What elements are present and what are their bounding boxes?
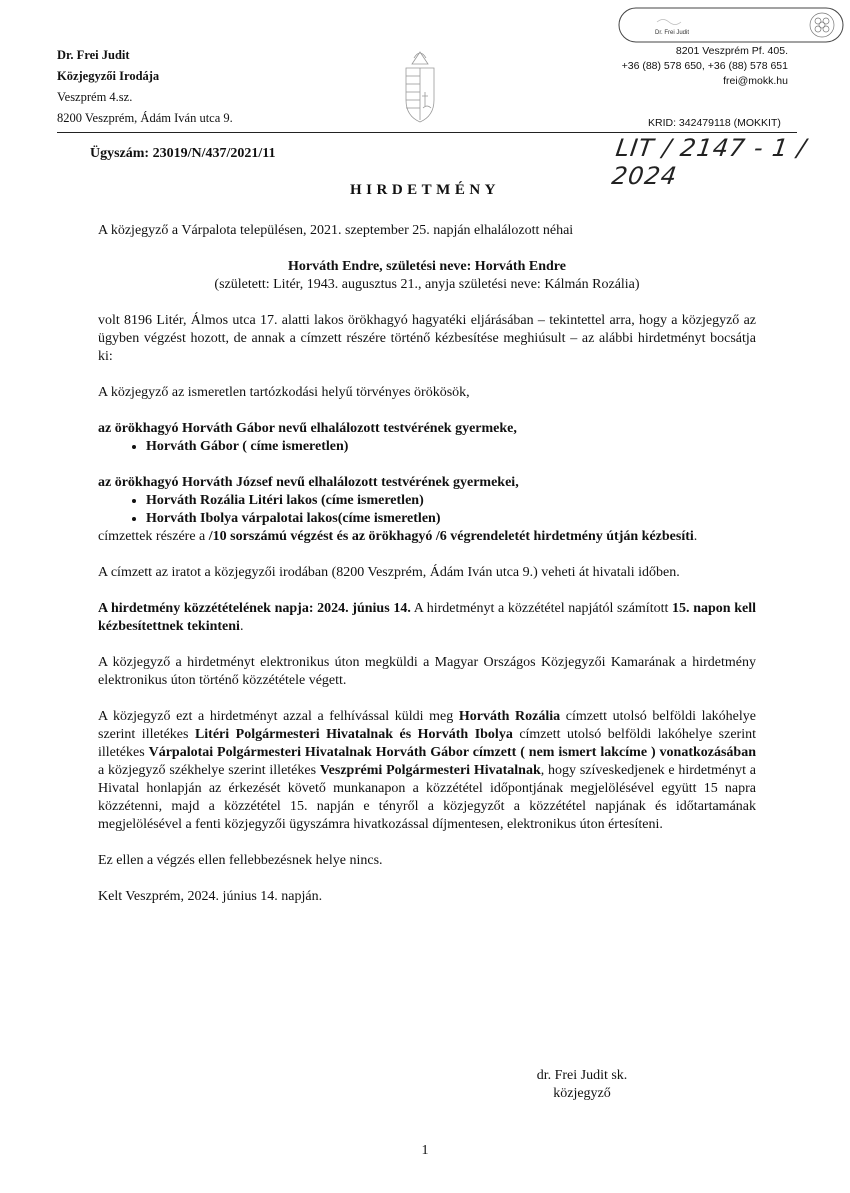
office-header — [57, 45, 233, 129]
office-address: 8200 Veszprém, Ádám Iván utca 9. — [57, 111, 233, 125]
office-seat: Veszprém 4.sz. — [57, 90, 133, 104]
list-item: • Horváth Rozália Litéri lakos (címe ismeretlen) — [146, 492, 756, 510]
krid-number: KRID: 342479118 (MOKKIT) — [648, 117, 781, 129]
list-item: • Horváth Gábor ( címe ismeretlen) — [146, 438, 756, 456]
document-body — [98, 210, 756, 906]
deceased-details: (született: Litér, 1943. augusztus 21., anyja születési neve: Kálmán Rozália) — [214, 277, 640, 292]
heir-group-heading: az örökhagyó Horváth József nevű elhalálozott testvérének gyermekei, — [98, 475, 519, 490]
document-title: HIRDETMÉNY — [349, 182, 500, 198]
stamp-text: Dr. Frei Judit — [655, 30, 690, 36]
deceased-name: Horváth Endre, születési neve: Horváth Endre — [288, 259, 566, 274]
list-item: • Horváth Ibolya várpalotai lakos(címe ismeretlen) — [146, 510, 756, 528]
office-name: Dr. Frei Judit — [57, 48, 130, 62]
header-divider — [57, 132, 797, 133]
heir-list — [98, 492, 756, 528]
notice-paragraph: A közjegyző ezt a hirdetményt azzal a felhívással küldi meg Horváth Rozália címzett utolsó belföldi lakóhelye szerint illetékes Litéri Polgármesteri Hivatalnak és Horváth Ibolya címzett utolsó belföldi lakóhelye szerint illetékes Várpalotai Polgármesteri Hivatalnak Horváth Gábor címzett ( nem ismert lakcíme ) vonatkozásában a közjegyző székhelye szerint illetékes Veszprémi Polgármesteri Hivatalnak, hogy szíveskedjenek e hirdetményt a Hivatal honlapján az érkezését követő munkanapon a közzététel időpontjának megjelölésével együtt 15 napra közzétenni, majd a közzététel 15. napján e tényről a közjegyzőt a közzététel napjának és időtartamának megjelölésével a fenti közjegyzői ügyszámra hivatkozással díjmentesen, elektronikus úton értesíteni. — [98, 709, 756, 832]
coat-of-arms-icon — [398, 44, 442, 128]
stamp-box — [617, 6, 845, 44]
email-address: frei@mokk.hu — [723, 75, 788, 87]
appeal-paragraph: Ez ellen a végzés ellen fellebbezésnek helye nincs. — [98, 853, 383, 868]
office-type: Közjegyzői Irodája — [57, 69, 160, 83]
date-paragraph: Kelt Veszprém, 2024. június 14. napján. — [98, 889, 323, 904]
signature-role: közjegyző — [553, 1086, 611, 1101]
heirs-paragraph: A közjegyző az ismeretlen tartózkodási helyű törvényes örökösök, — [98, 385, 470, 400]
heir-group-heading: az örökhagyó Horváth Gábor nevű elhalálozott testvérének gyermeke, — [98, 421, 517, 436]
heir-list — [98, 438, 756, 456]
postal-address: 8201 Veszprém Pf. 405. — [675, 45, 788, 57]
seal-icon — [810, 13, 834, 37]
handwritten-reference: LIT / 2147 - 1 / 2024 — [610, 134, 809, 190]
signature-name: dr. Frei Judit sk. — [536, 1068, 628, 1083]
case-number: Ügyszám: 23019/N/437/2021/11 — [90, 146, 276, 161]
publication-paragraph: A hirdetmény közzétételének napja: 2024. június 14. A hirdetményt a közzététel napjától számított 15. napon kell kézbesítettnek tekinteni. — [98, 601, 756, 634]
delivery-paragraph: címzettek részére a /10 sorszámú végzést és az örökhagyó /6 végrendeletét hirdetmény útján kézbesíti. — [98, 529, 698, 544]
phone-numbers: +36 (88) 578 650, +36 (88) 578 651 — [621, 60, 788, 72]
residence-paragraph: volt 8196 Litér, Álmos utca 17. alatti lakos örökhagyó hagyatéki eljárásában – tekintettel arra, hogy a közjegyző az ügyben végzést hozott, de annak a címzett részére történő kézbesítése meghiúsult – az alábbi hirdetményt bocsátja ki: — [98, 313, 756, 364]
chamber-paragraph: A közjegyző a hirdetményt elektronikus úton megküldi a Magyar Országos Közjegyzői Kamarának a hirdetmény elektronikus úton történő közzététele végett. — [98, 655, 756, 688]
signature-block — [517, 1067, 647, 1103]
office-contact — [622, 44, 788, 89]
page-number: 1 — [421, 1143, 429, 1158]
pickup-paragraph: A címzett az iratot a közjegyzői irodában (8200 Veszprém, Ádám Iván utca 9.) veheti át hivatali időben. — [98, 565, 680, 580]
intro-paragraph: A közjegyző a Várpalota településen, 2021. szeptember 25. napján elhalálozott néhai — [98, 223, 574, 238]
